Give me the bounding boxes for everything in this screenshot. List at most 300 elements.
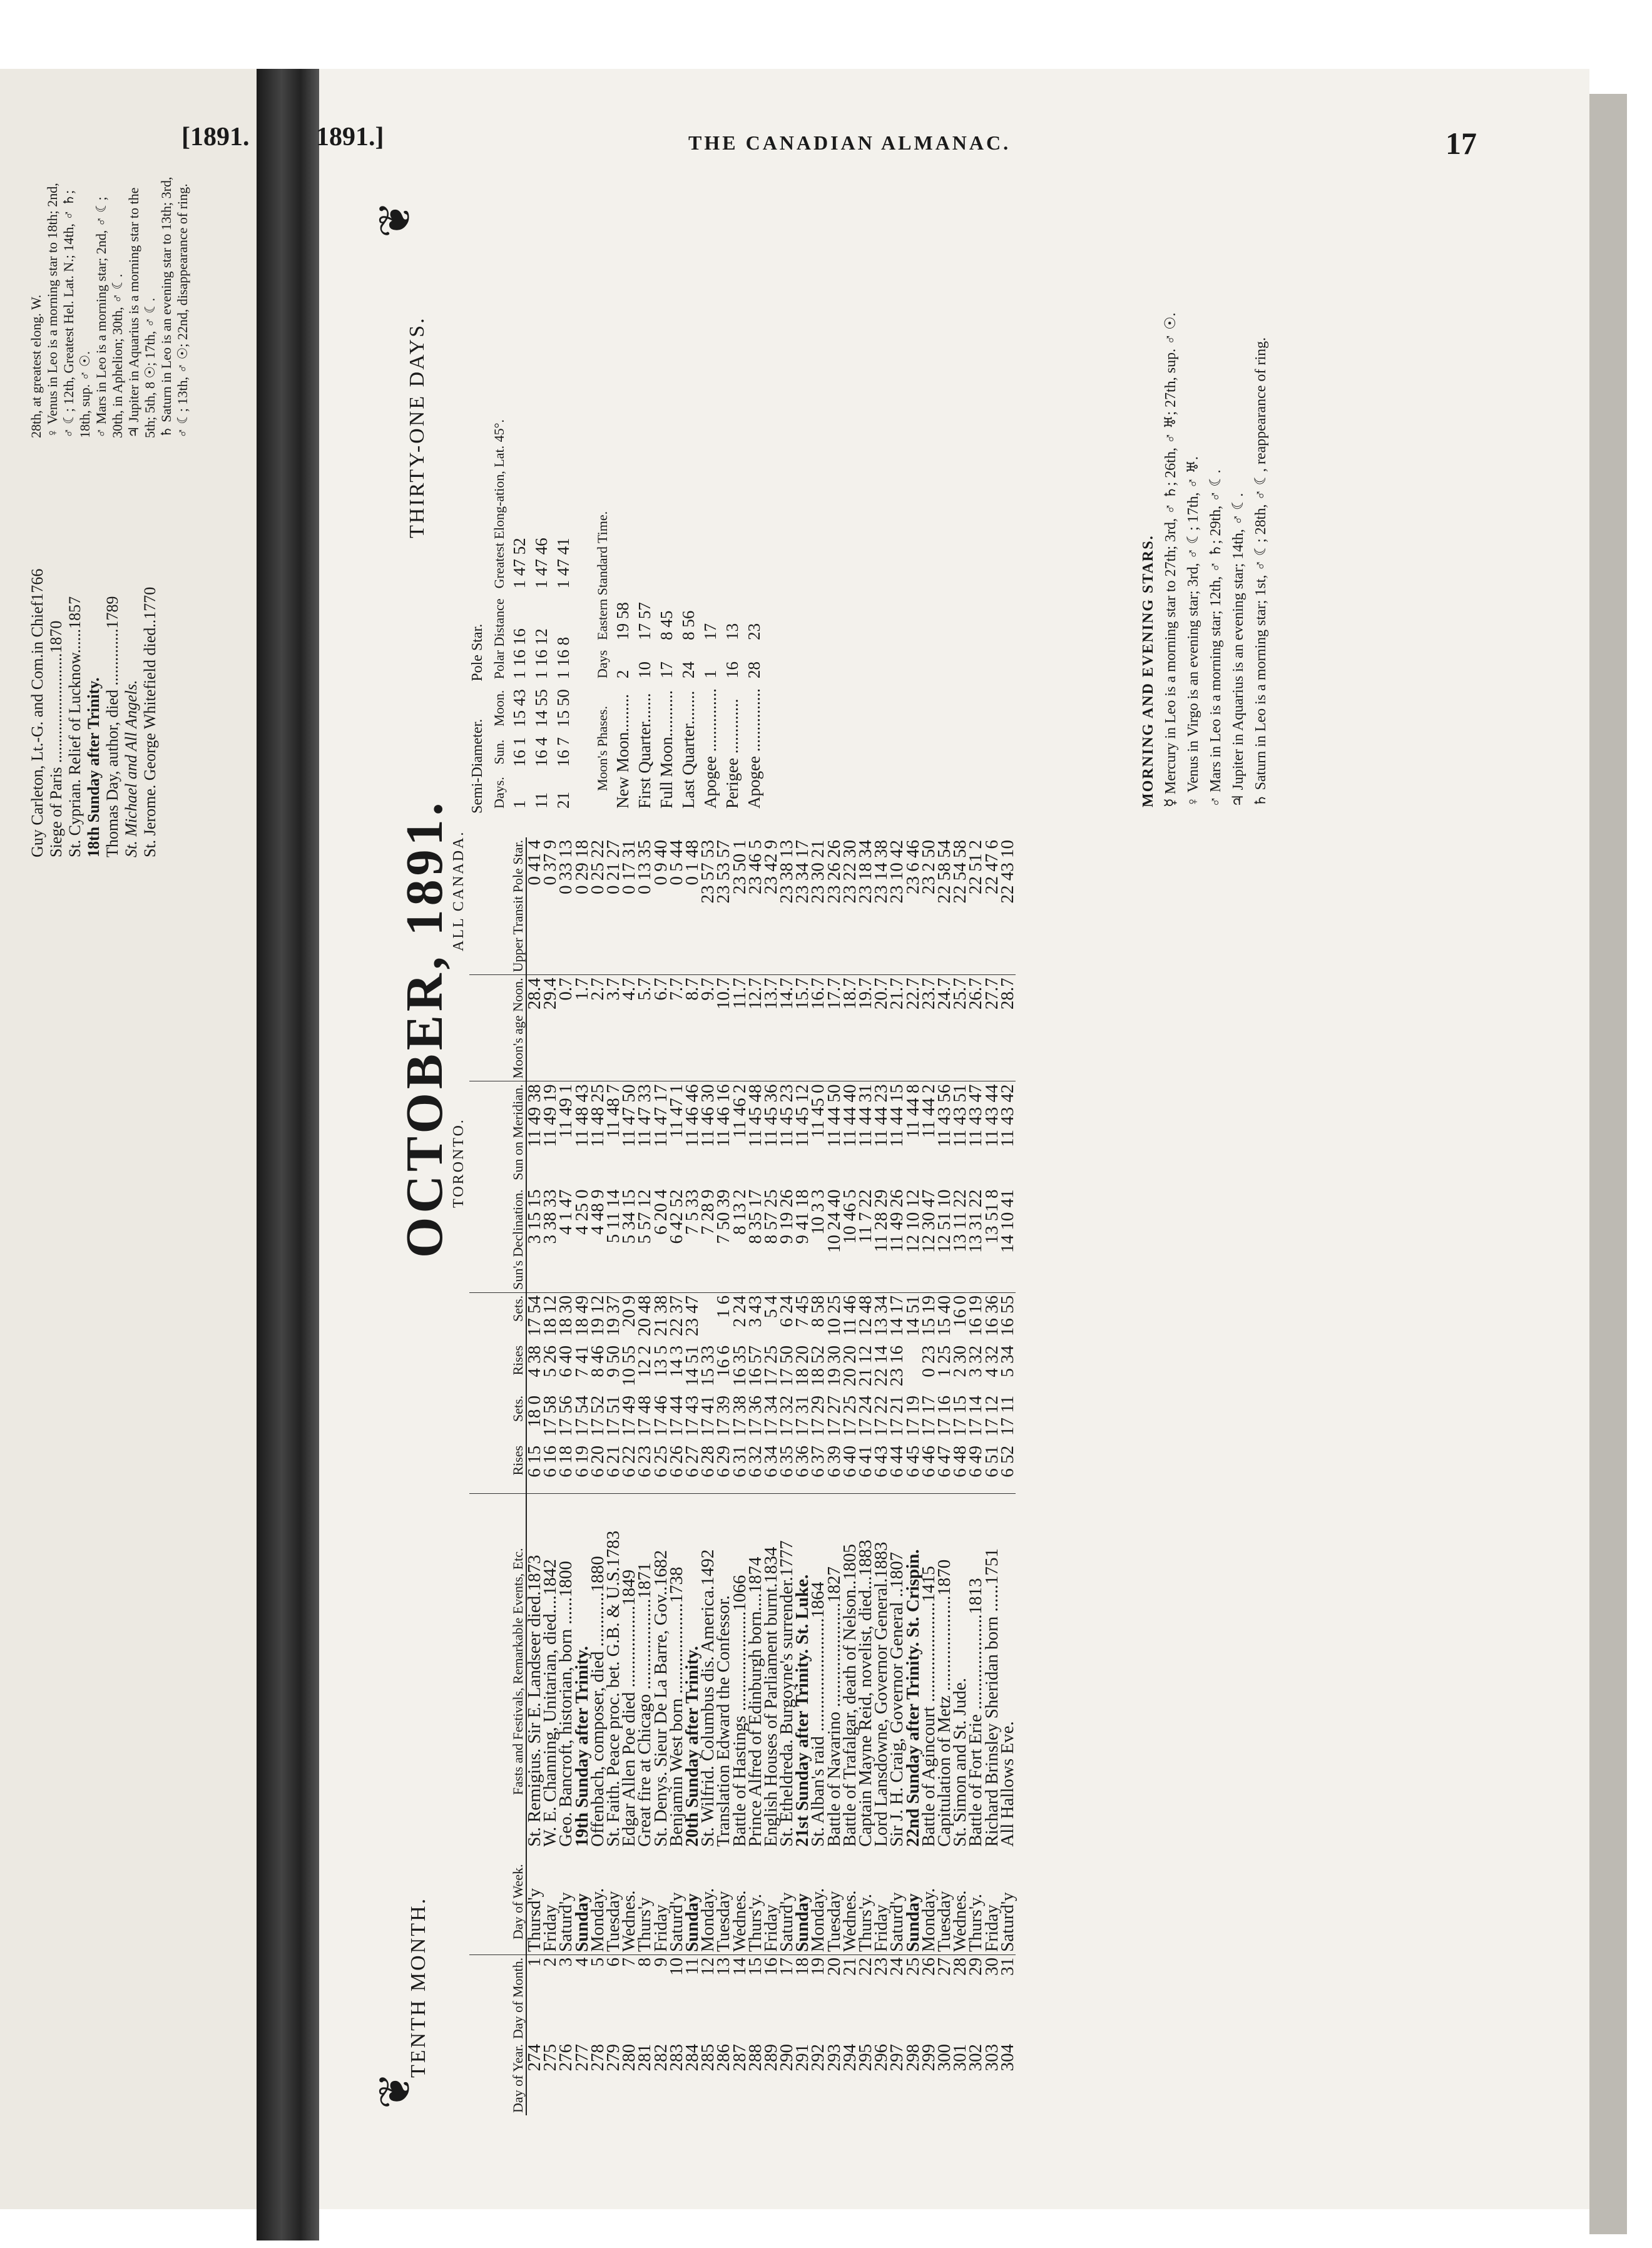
- moon-phase-row: [656, 506, 678, 814]
- day-of-year: 278: [587, 2044, 608, 2072]
- semi-diameter-row: [509, 414, 531, 814]
- upper-transit: 0 29 18: [574, 837, 590, 975]
- sun-sets: 17 15: [950, 1395, 971, 1437]
- day-of-year: 280: [619, 2044, 640, 2072]
- left-year: [1891.: [181, 123, 250, 151]
- sun-on-meridian: 11 44 31: [855, 1084, 876, 1147]
- sun-sets: 17 24: [855, 1395, 876, 1437]
- semi-diameter-cell: 1 16 8: [554, 636, 573, 680]
- day-of-month: 28: [952, 1954, 968, 2041]
- sun-on-meridian: 11 43 42: [997, 1084, 1017, 1147]
- event-text: St. Remigius. Sir E. Landseer died.1873: [526, 1493, 543, 1849]
- sun-declination: 13 31 22: [968, 1187, 984, 1292]
- moon-phase-cell: 17 57: [635, 602, 654, 640]
- moon-age: 5.7: [637, 975, 653, 1081]
- moon-sets: 13 34: [871, 1295, 892, 1337]
- event-text: St. Alban's raid .........................1864: [810, 1493, 826, 1849]
- col-sun-sets: Sets.: [469, 1393, 526, 1443]
- upper-transit: 22 58 54: [937, 837, 952, 975]
- sun-on-meridian: 11 44 23: [871, 1084, 892, 1147]
- semi-diameter-cell: 16 7: [554, 737, 573, 767]
- sun-sets: 17 44: [666, 1395, 686, 1437]
- moon-sets: 18 49: [571, 1295, 592, 1337]
- moon-rises: 2 30: [950, 1345, 971, 1377]
- moon-rises: 6 40: [556, 1345, 576, 1377]
- moon-rises: 18 20: [792, 1345, 813, 1387]
- semi-diameter-cell: 16 4: [532, 737, 551, 767]
- semi-diameter-cell: 16 1: [510, 737, 529, 767]
- moon-sets: 2 24: [729, 1295, 750, 1327]
- sun-on-meridian: 11 46 2: [729, 1084, 750, 1138]
- moon-rises: 14 3: [666, 1345, 686, 1377]
- day-of-year: 299: [918, 2044, 939, 2072]
- right-year: 1891.]: [316, 123, 384, 151]
- col-meridian: Sun on Meridian.: [469, 1081, 526, 1187]
- moon-age: 4.7: [621, 975, 637, 1081]
- sun-on-meridian: 11 43 47: [966, 1084, 986, 1147]
- day-of-year: 279: [603, 2044, 624, 2072]
- moon-rises: 1 25: [934, 1345, 954, 1377]
- event-text: Translation Edward the Confessor.: [716, 1493, 732, 1849]
- moon-rises: 23 16: [887, 1345, 907, 1387]
- moon-phase-cell: 8 56: [679, 610, 698, 640]
- sun-on-meridian: 11 47 33: [635, 1084, 655, 1147]
- day-of-year: 296: [871, 2044, 892, 2072]
- moon-rises: 17 50: [777, 1345, 797, 1387]
- prev-note: ♄ Saturn in Leo is an evening star to 13th; 3rd, ♂ ☾; 13th, ♂ ☉; 22nd, disappearance of ring.: [158, 176, 190, 438]
- sun-sets: 17 11: [997, 1395, 1017, 1436]
- day-of-month: 29: [968, 1954, 984, 2041]
- moon-sets: 20 9: [619, 1295, 640, 1327]
- moon-age: 19.7: [858, 975, 874, 1081]
- sun-sets: 17 21: [887, 1395, 907, 1437]
- sun-declination: 4 25 0: [574, 1187, 590, 1292]
- moon-age: 17.7: [827, 975, 842, 1081]
- moon-age: 25.7: [952, 975, 968, 1081]
- moon-phase-cell: 23: [745, 623, 763, 640]
- event-text: Battle of Trafalgar, death of Nelson..1805: [842, 1493, 858, 1849]
- col-day-of-month: Day of Month.: [469, 1954, 526, 2041]
- day-of-week: Sunday: [902, 1893, 923, 1952]
- moon-phase-cell: First Quarter.......: [635, 693, 654, 809]
- upper-transit: 23 57 53: [700, 837, 716, 975]
- sun-declination: 7 28 9: [700, 1187, 716, 1292]
- moon-sets: 6 24: [777, 1295, 797, 1327]
- upper-transit: 23 22 30: [842, 837, 858, 975]
- sun-rises: 6 43: [871, 1445, 892, 1478]
- running-title: THE CANADIAN ALMANAC.: [688, 131, 1011, 154]
- day-of-year: 292: [808, 2044, 829, 2072]
- sun-on-meridian: 11 48 7: [603, 1084, 624, 1138]
- upper-transit: 23 46 5: [748, 837, 763, 975]
- day-of-month: 31: [1000, 1954, 1016, 2041]
- sun-sets: 17 46: [650, 1395, 671, 1437]
- moon-phase-cell: New Moon.........: [613, 694, 632, 809]
- day-of-month: 8: [637, 1954, 653, 2041]
- moon-phase-cell: 17: [657, 662, 676, 679]
- sun-on-meridian: 11 44 15: [887, 1084, 907, 1147]
- semi-diameter-cell: 21: [554, 792, 573, 809]
- sun-sets: 17 51: [603, 1395, 624, 1437]
- sd-head: Moon.: [491, 690, 507, 727]
- sun-declination: 5 34 15: [621, 1187, 637, 1292]
- sun-declination: 12 10 12: [905, 1187, 921, 1292]
- day-of-week: Wednes.: [950, 1890, 971, 1952]
- prev-event: St. Michael and All Angels.: [122, 680, 140, 857]
- sun-rises: 6 35: [777, 1445, 797, 1478]
- moon-sets: 3 43: [745, 1295, 765, 1327]
- sun-declination: 11 49 26: [889, 1187, 905, 1292]
- sun-on-meridian: 11 46 46: [681, 1084, 702, 1147]
- moon-age: 24.7: [937, 975, 952, 1081]
- sun-sets: 17 17: [918, 1395, 939, 1437]
- day-of-month: 23: [874, 1954, 889, 2041]
- sun-on-meridian: 11 44 40: [839, 1084, 860, 1147]
- sun-declination: 9 41 18: [795, 1187, 810, 1292]
- sun-rises: 6 32: [745, 1445, 765, 1478]
- col-sun-rises: Rises: [469, 1443, 526, 1494]
- event-text: English Houses of Parliament burnt.1834: [763, 1493, 779, 1849]
- day-of-year: 277: [571, 2044, 592, 2072]
- semi-diameter-cell: 1 16 12: [532, 628, 551, 680]
- event-text: Edgar Allen Poe died ..................1849: [621, 1493, 637, 1849]
- sun-sets: 17 27: [823, 1395, 844, 1437]
- day-of-year: 274: [524, 2044, 545, 2072]
- sun-on-meridian: 11 46 30: [698, 1084, 718, 1147]
- right-panel: [469, 200, 765, 814]
- moon-sets: 14 51: [902, 1295, 923, 1337]
- day-of-week: Thurs'y.: [855, 1894, 876, 1952]
- moon-sets: 15 19: [918, 1295, 939, 1337]
- moon-sets: 11 46: [839, 1295, 860, 1336]
- event-text: Battle of Hastings ......................1066: [732, 1493, 747, 1849]
- prev-event: 18th Sunday after Trinity.: [84, 677, 103, 857]
- sun-declination: 11 28 29: [874, 1187, 889, 1292]
- sd-head: Sun.: [491, 739, 507, 765]
- event-text: W. E. Channing, Unitarian, died....1842: [543, 1493, 558, 1849]
- upper-transit: 23 2 50: [921, 837, 937, 975]
- sun-on-meridian: 11 45 0: [808, 1084, 829, 1138]
- day-of-week: Sunday: [681, 1893, 702, 1952]
- sun-rises: 6 25: [650, 1445, 671, 1478]
- calendar-header-row: [469, 837, 526, 2115]
- day-of-year: 281: [635, 2044, 655, 2072]
- moon-rises: 12 2: [635, 1345, 655, 1377]
- moon-sets: 16 0: [950, 1295, 971, 1327]
- upper-transit: 0 9 40: [653, 837, 669, 975]
- moon-rises: 0 23: [918, 1345, 939, 1377]
- moon-phase-cell: Apogee ...............: [701, 688, 720, 809]
- day-of-week: Sunday: [792, 1893, 813, 1952]
- semi-diameter-cell: 1 16 16: [510, 628, 529, 680]
- sun-sets: 17 49: [619, 1395, 640, 1437]
- sun-sets: 17 58: [540, 1395, 561, 1437]
- moon-rises: 16 35: [729, 1345, 750, 1387]
- prev-notes: [28, 175, 191, 438]
- moon-phase-cell: 10: [635, 662, 654, 679]
- day-of-month: 22: [858, 1954, 874, 2041]
- day-of-week: Monday.: [698, 1888, 718, 1952]
- event-text: Battle of Navarino .......................1827: [827, 1493, 842, 1849]
- upper-transit: 23 6 46: [905, 837, 921, 975]
- sun-on-meridian: 11 49 38: [524, 1084, 545, 1147]
- prev-note: ♂ Mars in Leo is a morning star; 2nd, ♂ ☾; 30th, in Aphelion; 30th, ♂ ☾.: [93, 197, 125, 438]
- event-text: St. Denys. Sieur De La Barre, Gov..1682: [653, 1493, 669, 1849]
- sun-on-meridian: 11 46 16: [713, 1084, 734, 1147]
- upper-transit: 23 30 21: [810, 837, 826, 975]
- day-of-week: Wednes.: [619, 1890, 640, 1952]
- sun-sets: 17 25: [839, 1395, 860, 1437]
- sun-declination: 5 11 14: [606, 1187, 621, 1292]
- event-text: Sir J. H. Craig, Governor General ..1807: [889, 1493, 905, 1849]
- all-canada-label: ALL CANADA.: [451, 830, 467, 951]
- moon-phase-cell: 24: [679, 662, 698, 679]
- moon-rises: 13 5: [650, 1345, 671, 1377]
- day-of-year: 291: [792, 2044, 813, 2072]
- sun-rises: 6 15: [524, 1445, 545, 1478]
- moon-rises: 3 32: [966, 1345, 986, 1377]
- day-of-year: 285: [698, 2044, 718, 2072]
- moon-sets: 17 54: [524, 1295, 545, 1337]
- day-of-month: 2: [543, 1954, 558, 2041]
- star-note: ♄ Saturn in Leo is a morning star; 1st, ♂ ☾; 28th, ♂ ☾, reappearance of ring.: [1253, 337, 1269, 807]
- event-text: All Hallows Eve.: [1000, 1493, 1016, 1849]
- prev-event: Siege of Paris ...........................1870: [47, 620, 65, 857]
- event-text: Richard Brinsley Sheridan born ......1751: [984, 1493, 999, 1849]
- day-of-year: 297: [887, 2044, 907, 2072]
- upper-transit: 23 38 13: [779, 837, 795, 975]
- sun-declination: 3 15 15: [526, 1187, 543, 1292]
- day-of-month: 4: [574, 1954, 590, 2041]
- event-text: Captain Mayne Reid, novelist, died...1883: [858, 1493, 874, 1849]
- sun-on-meridian: 11 48 43: [571, 1084, 592, 1147]
- ornament-icon: ❦: [372, 201, 420, 238]
- day-of-month: 12: [700, 1954, 716, 2041]
- book-spine: [257, 69, 319, 2240]
- day-of-month: 5: [590, 1954, 606, 2041]
- sun-sets: 17 32: [777, 1395, 797, 1437]
- day-of-month: 9: [653, 1954, 669, 2041]
- sun-rises: 6 51: [981, 1445, 1002, 1478]
- moon-rises: 22 14: [871, 1345, 892, 1387]
- sun-on-meridian: 11 45 23: [777, 1084, 797, 1147]
- col-day-of-week: Day of Week.: [469, 1849, 526, 1955]
- moon-rises: 16 57: [745, 1345, 765, 1387]
- sun-declination: 7 5 33: [685, 1187, 700, 1292]
- moon-sets: 16 19: [966, 1295, 986, 1337]
- moon-rises: 15 33: [698, 1345, 718, 1387]
- ornament-icon: ❦: [372, 2072, 420, 2109]
- sun-sets: 17 12: [981, 1395, 1002, 1437]
- day-of-month: 27: [937, 1954, 952, 2041]
- day-of-week: Saturd'y: [887, 1892, 907, 1952]
- moon-age: 12.7: [748, 975, 763, 1081]
- col-day-of-year: Day of Year.: [469, 2041, 526, 2115]
- sun-sets: 17 14: [966, 1395, 986, 1437]
- sun-declination: 11 7 22: [858, 1187, 874, 1292]
- upper-transit: 23 10 42: [889, 837, 905, 975]
- moon-age: 6.7: [653, 975, 669, 1081]
- semi-diameter-cell: 11: [532, 792, 551, 809]
- day-of-week: Saturd'y: [666, 1892, 686, 1952]
- event-text: Lord Lansdowne, Governor General.1883: [874, 1493, 889, 1849]
- semi-diameter-row: [553, 414, 574, 814]
- day-of-week: Sunday: [571, 1893, 592, 1952]
- moon-phase-cell: Full Moon...........: [657, 690, 676, 809]
- month-title: OCTOBER, 1891.: [395, 799, 454, 1258]
- moon-sets: 12 48: [855, 1295, 876, 1337]
- moon-phase-row: [612, 506, 634, 814]
- sun-rises: 6 37: [808, 1445, 829, 1478]
- event-text: 21st Sunday after Trinity. St. Luke.: [795, 1493, 810, 1849]
- sun-rises: 6 29: [713, 1445, 734, 1478]
- calendar-table: [469, 837, 1016, 2115]
- day-of-year: 295: [855, 2044, 876, 2072]
- upper-transit: 22 43 10: [1000, 837, 1016, 975]
- upper-transit: 0 37 9: [543, 837, 558, 975]
- moon-sets: 19 37: [603, 1295, 624, 1337]
- day-of-week: Monday.: [587, 1888, 608, 1952]
- col-declination: Sun's Declination.: [469, 1187, 526, 1292]
- moon-age: 26.7: [968, 975, 984, 1081]
- day-of-week: Thurs'y.: [745, 1894, 765, 1952]
- sun-declination: 13 51 8: [984, 1187, 999, 1292]
- moon-phase-cell: Perigee .............: [723, 698, 742, 809]
- sun-rises: 6 45: [902, 1445, 923, 1478]
- day-of-month: 24: [889, 1954, 905, 2041]
- moon-age: 23.7: [921, 975, 937, 1081]
- moon-rises: 9 50: [603, 1345, 624, 1377]
- sun-rises: 6 44: [887, 1445, 907, 1478]
- day-of-month: 16: [763, 1954, 779, 2041]
- moon-age: 1.7: [574, 975, 590, 1081]
- sun-declination: 5 57 12: [637, 1187, 653, 1292]
- sun-rises: 6 40: [839, 1445, 860, 1478]
- moon-sets: 10 25: [823, 1295, 844, 1337]
- sun-rises: 6 26: [666, 1445, 686, 1478]
- prev-event: St. Cyprian. Relief of Lucknow......1857: [66, 596, 84, 857]
- day-of-week: Wednes.: [839, 1890, 860, 1952]
- prev-events: [28, 569, 160, 857]
- moon-age: 13.7: [763, 975, 779, 1081]
- moon-age: 27.7: [984, 975, 999, 1081]
- phase-head: Days: [594, 650, 610, 679]
- sun-declination: 8 13 2: [732, 1187, 747, 1292]
- day-of-week: Thurs'y.: [966, 1894, 986, 1952]
- upper-transit: 0 5 44: [669, 837, 685, 975]
- upper-transit: 0 41 4: [526, 837, 543, 975]
- day-of-week: Tuesday: [934, 1891, 954, 1952]
- day-of-month: 1: [526, 1954, 543, 2041]
- moon-phase-cell: 16: [723, 662, 742, 679]
- col-moon-age: Moon's age Noon.: [469, 975, 526, 1081]
- day-of-year: 294: [839, 2044, 860, 2072]
- moon-phase-cell: 13: [723, 623, 742, 640]
- moon-sets: 16 36: [981, 1295, 1002, 1337]
- sun-rises: 6 27: [681, 1445, 702, 1478]
- sun-on-meridian: 11 44 50: [823, 1084, 844, 1147]
- upper-transit: 0 1 48: [685, 837, 700, 975]
- sun-rises: 6 31: [729, 1445, 750, 1478]
- event-text: Offenbach, composer, died ............1880: [590, 1493, 606, 1849]
- day-of-week: Friday: [981, 1904, 1002, 1952]
- sun-sets: 17 56: [556, 1395, 576, 1437]
- sun-rises: 6 41: [855, 1445, 876, 1478]
- semi-diameter-title: Semi-Diameter.: [469, 718, 486, 814]
- moon-sets: 8 58: [808, 1295, 829, 1327]
- day-of-week: Tuesday: [603, 1891, 624, 1952]
- day-of-year: 283: [666, 2044, 686, 2072]
- sun-sets: 18 0: [524, 1395, 545, 1428]
- event-text: 20th Sunday after Trinity.: [685, 1493, 700, 1849]
- event-text: Great fire at Chicago ....................1871: [637, 1493, 653, 1849]
- day-of-week: Monday.: [808, 1888, 829, 1952]
- semi-diameter-cell: 14 55: [532, 689, 551, 728]
- day-of-year: 290: [777, 2044, 797, 2072]
- event-text: St. Wilfrid. Columbus dis. America.1492: [700, 1493, 716, 1849]
- sun-rises: 6 23: [635, 1445, 655, 1478]
- moon-age: 10.7: [716, 975, 732, 1081]
- sun-rises: 6 48: [950, 1445, 971, 1478]
- event-text: St. Etheldreda. Burgoyne's surrender.1777: [779, 1493, 795, 1849]
- prev-event: Guy Carleton, Lt.-G. and Com.in Chief1766: [28, 568, 46, 857]
- sun-declination: 12 30 47: [921, 1187, 937, 1292]
- moon-sets: 16 55: [997, 1295, 1017, 1337]
- moon-rises: 5 34: [997, 1345, 1017, 1377]
- upper-transit: 23 50 1: [732, 837, 747, 975]
- event-text: Prince Alfred of Edinburgh born....1874: [748, 1493, 763, 1849]
- moon-phases-table: [593, 506, 765, 814]
- upper-transit: 22 47 6: [984, 837, 999, 975]
- upper-transit: 22 51 2: [968, 837, 984, 975]
- phase-head: Eastern Standard Time.: [594, 511, 610, 640]
- day-of-month: 3: [558, 1954, 574, 2041]
- moon-rises: 4 32: [981, 1345, 1002, 1377]
- moon-sets: 18 30: [556, 1295, 576, 1337]
- moon-sets: 14 17: [887, 1295, 907, 1337]
- pole-star-title: Pole Star.: [469, 623, 486, 682]
- page-edge: [1589, 94, 1627, 2234]
- phases-header: [593, 506, 612, 814]
- sun-on-meridian: 11 43 44: [981, 1084, 1002, 1147]
- event-text: St. Simon and St. Jude.: [952, 1493, 968, 1849]
- star-note: ♂ Mars in Leo is a morning star; 12th, ♂ ♄; 29th, ♂ ☾.: [1208, 469, 1224, 807]
- semi-diameter-cell: 1 47 46: [532, 538, 551, 589]
- moon-age: 22.7: [905, 975, 921, 1081]
- sun-rises: 6 36: [792, 1445, 813, 1478]
- day-of-week: Friday: [871, 1904, 892, 1952]
- day-of-month: 15: [748, 1954, 763, 2041]
- sun-on-meridian: 11 47 1: [666, 1084, 686, 1138]
- day-of-week: Friday: [650, 1904, 671, 1952]
- moon-age: 18.7: [842, 975, 858, 1081]
- moon-rises: 5 26: [540, 1345, 561, 1377]
- moon-rises: 20 20: [839, 1345, 860, 1387]
- day-of-week: Saturd'y: [997, 1892, 1017, 1952]
- day-of-month: 30: [984, 1954, 999, 2041]
- day-of-month: 26: [921, 1954, 937, 2041]
- moon-sets: 19 12: [587, 1295, 608, 1337]
- semi-diameter-header: [490, 414, 509, 814]
- day-of-year: 300: [934, 2044, 954, 2072]
- upper-transit: 23 14 38: [874, 837, 889, 975]
- moon-phase-cell: 8 45: [657, 610, 676, 640]
- day-of-week: Saturd'y: [556, 1892, 576, 1952]
- upper-transit: 22 54 58: [952, 837, 968, 975]
- moon-phase-row: [700, 506, 721, 814]
- sd-head: Days.: [491, 777, 507, 809]
- moon-rises: 21 12: [855, 1345, 876, 1387]
